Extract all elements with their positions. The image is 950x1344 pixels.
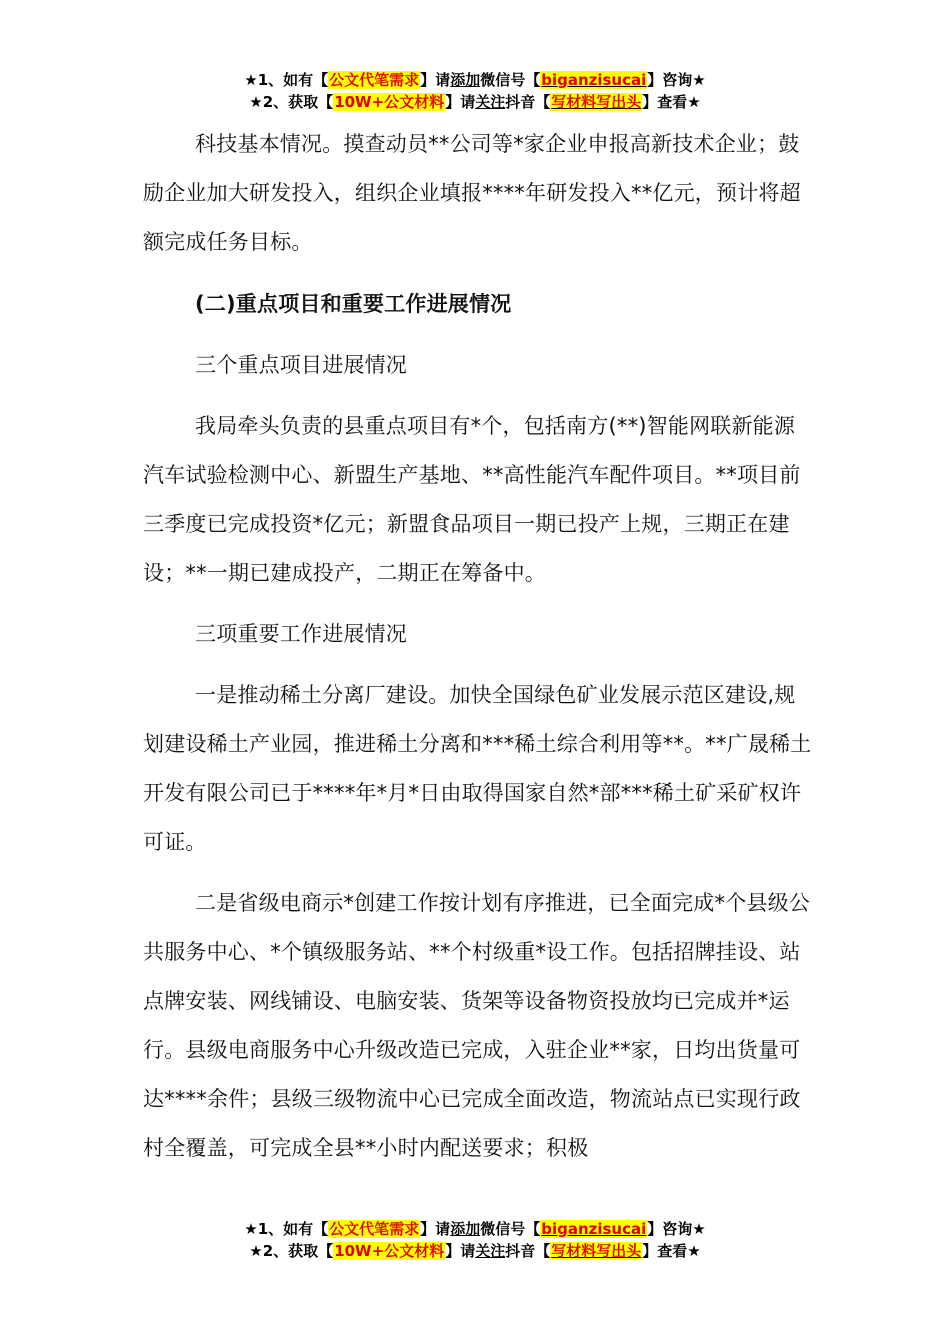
banner-wechat-id: biganzisucai — [541, 71, 647, 89]
banner-text: 抖音【 — [505, 1242, 551, 1260]
banner-highlight: 公文代笔需求 — [329, 71, 420, 89]
paragraph: 科技基本情况。摸查动员**公司等*家企业申报高新技术企业；鼓励企业加大研发投入，组织企业填报****年研发投入**亿元，预计将超额完成任务目标。 — [143, 132, 801, 254]
banner-douyin-id: 写材料写出头 — [551, 1242, 642, 1260]
banner-text: ★2、获取【 — [249, 93, 334, 111]
subsection-heading: 三项重要工作进展情况 — [195, 622, 407, 646]
document-body — [143, 120, 813, 1173]
banner-text: 】请 — [420, 1220, 451, 1238]
header-banner — [0, 69, 950, 113]
paragraph: 一是推动稀土分离厂建设。加快全国绿色矿业发展示范区建设,规划建设稀土产业园，推进稀土分离和***稀土综合利用等**。**广晟稀土开发有限公司已于****年*月*日由取得国家自然*部***稀土矿采矿权许可证。 — [143, 683, 812, 854]
banner-text: ★1、如有【 — [244, 1220, 329, 1238]
paragraph: 我局牵头负责的县重点项目有*个，包括南方(**)智能网联新能源汽车试验检测中心、新盟生产基地、**高性能汽车配件项目。**项目前三季度已完成投资*亿元；新盟食品项目一期已投产上规，三期正在建设；**一期已建成投产，二期正在筹备中。 — [143, 414, 801, 585]
banner-underlined-text: 关注 — [475, 93, 506, 111]
banner-text: 】咨询★ — [647, 1220, 706, 1238]
banner-text: 】请 — [445, 1242, 476, 1260]
banner-douyin-id: 写材料写出头 — [551, 93, 642, 111]
section-heading: (二)重点项目和重要工作进展情况 — [195, 292, 512, 316]
banner-highlight: 公文代笔需求 — [329, 1220, 420, 1238]
banner-highlight: 10W+公文材料 — [334, 1242, 445, 1260]
banner-text: 】请 — [445, 93, 476, 111]
banner-text: ★1、如有【 — [244, 71, 329, 89]
banner-line-1 — [0, 1218, 950, 1240]
banner-underlined-text: 关注 — [475, 1242, 506, 1260]
banner-underlined-text: 添加 — [450, 1220, 481, 1238]
banner-text: ★2、获取【 — [249, 1242, 334, 1260]
banner-text: 】请 — [420, 71, 451, 89]
banner-line-1 — [0, 69, 950, 91]
paragraph: 二是省级电商示*创建工作按计划有序推进，已全面完成*个县级公共服务中心、*个镇级服务站、**个村级重*设工作。包括招牌挂设、站点牌安装、网线铺设、电脑安装、货架等设备物资投放均已完成并*运行。县级电商服务中心升级改造已完成，入驻企业**家，日均出货量可达****余件；县级三级物流中心已完成全面改造，物流站点已实现行政村全覆盖，可完成全县**小时内配送要求；积极 — [143, 891, 810, 1160]
banner-text: 】咨询★ — [647, 71, 706, 89]
banner-line-2 — [0, 1240, 950, 1262]
subsection-heading: 三个重点项目进展情况 — [195, 353, 407, 377]
banner-highlight: 10W+公文材料 — [334, 93, 445, 111]
banner-text: 微信号【 — [480, 71, 541, 89]
banner-line-2 — [0, 91, 950, 113]
banner-wechat-id: biganzisucai — [541, 1220, 647, 1238]
footer-banner — [0, 1218, 950, 1262]
banner-text: 抖音【 — [505, 93, 551, 111]
banner-text: 微信号【 — [480, 1220, 541, 1238]
banner-underlined-text: 添加 — [450, 71, 481, 89]
banner-text: 】查看★ — [642, 93, 701, 111]
banner-text: 】查看★ — [642, 1242, 701, 1260]
